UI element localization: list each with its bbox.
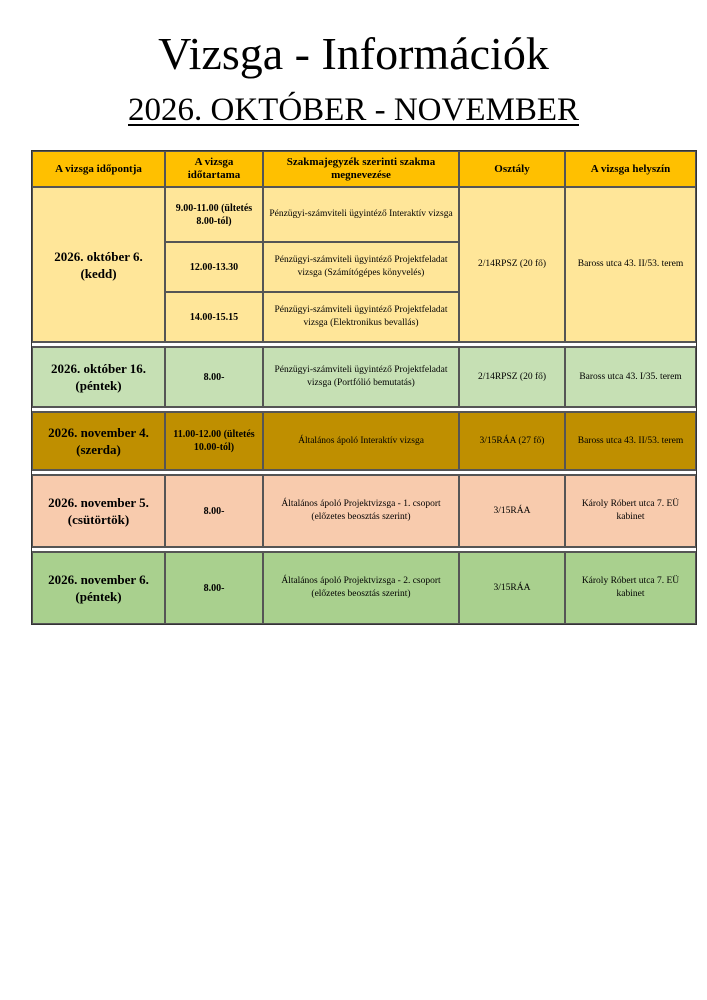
exam-name: Pénzügyi-számviteli ügyintéző Interaktív vizsga bbox=[263, 187, 459, 242]
exam-day: (szerda) bbox=[76, 442, 121, 457]
exam-name: Általános ápoló Interaktív vizsga bbox=[263, 412, 459, 470]
exam-class: 2/14RPSZ (20 fő) bbox=[459, 187, 565, 342]
exam-duration: 11.00-12.00 (ültetés 10.00-tól) bbox=[165, 412, 263, 470]
exam-class: 2/14RPSZ (20 fő) bbox=[459, 347, 565, 407]
exam-class: 3/15RÁA bbox=[459, 475, 565, 547]
header-date: A vizsga időpontja bbox=[32, 151, 165, 187]
exam-class: 3/15RÁA bbox=[459, 552, 565, 624]
exam-date: 2026. november 6. bbox=[48, 572, 149, 587]
exam-location: Baross utca 43. II/53. terem bbox=[565, 412, 696, 470]
exam-duration: 12.00-13.30 bbox=[165, 242, 263, 292]
exam-location: Baross utca 43. II/53. terem bbox=[565, 187, 696, 342]
page-title: Vizsga - Információk bbox=[158, 28, 549, 79]
exam-date-cell bbox=[32, 412, 165, 470]
exam-location: Károly Róbert utca 7. EÜ kabinet bbox=[565, 475, 696, 547]
exam-date: 2026. október 16. bbox=[50, 361, 147, 376]
exam-duration: 9.00-11.00 (ültetés 8.00-tól) bbox=[165, 187, 263, 242]
exam-duration: 14.00-15.15 bbox=[165, 292, 263, 342]
exam-day: (kedd) bbox=[80, 265, 117, 281]
header-row bbox=[32, 151, 696, 187]
exam-name: Általános ápoló Projektvizsga - 2. csoport (előzetes beosztás szerint) bbox=[263, 552, 459, 624]
exam-day: (péntek) bbox=[75, 378, 122, 393]
exam-date-cell bbox=[32, 347, 165, 407]
exam-name: Pénzügyi-számviteli ügyintéző Projektfeladat vizsga (Elektronikus bevallás) bbox=[263, 292, 459, 342]
page-subtitle: 2026. OKTÓBER - NOVEMBER bbox=[128, 92, 579, 128]
header-location: A vizsga helyszín bbox=[565, 151, 696, 187]
exam-duration: 8.00- bbox=[165, 347, 263, 407]
exam-duration: 8.00- bbox=[165, 552, 263, 624]
exam-schedule-table bbox=[31, 150, 697, 625]
exam-name: Pénzügyi-számviteli ügyintéző Projektfeladat vizsga (Portfólió bemutatás) bbox=[263, 347, 459, 407]
exam-name: Általános ápoló Projektvizsga - 1. csoport (előzetes beosztás szerint) bbox=[263, 475, 459, 547]
header-name: Szakmajegyzék szerinti szakma megnevezése bbox=[263, 151, 459, 187]
exam-date: 2026. november 4. bbox=[48, 425, 149, 440]
exam-date-cell bbox=[32, 552, 165, 624]
exam-duration: 8.00- bbox=[165, 475, 263, 547]
exam-date: 2026. október 6. bbox=[54, 248, 143, 264]
table-row bbox=[32, 475, 696, 547]
exam-class: 3/15RÁA (27 fő) bbox=[459, 412, 565, 470]
header-class: Osztály bbox=[459, 151, 565, 187]
exam-date-cell bbox=[32, 187, 165, 342]
exam-day: (péntek) bbox=[75, 589, 122, 604]
exam-location: Baross utca 43. I/35. terem bbox=[565, 347, 696, 407]
table-row bbox=[32, 187, 696, 242]
table-row bbox=[32, 412, 696, 470]
exam-date-cell bbox=[32, 475, 165, 547]
exam-location: Károly Róbert utca 7. EÜ kabinet bbox=[565, 552, 696, 624]
exam-date: 2026. november 5. bbox=[48, 495, 149, 510]
exam-name: Pénzügyi-számviteli ügyintéző Projektfeladat vizsga (Számítógépes könyvelés) bbox=[263, 242, 459, 292]
header-duration: A vizsga időtartama bbox=[165, 151, 263, 187]
exam-day: (csütörtök) bbox=[67, 512, 130, 527]
table-row bbox=[32, 347, 696, 407]
table-row bbox=[32, 552, 696, 624]
